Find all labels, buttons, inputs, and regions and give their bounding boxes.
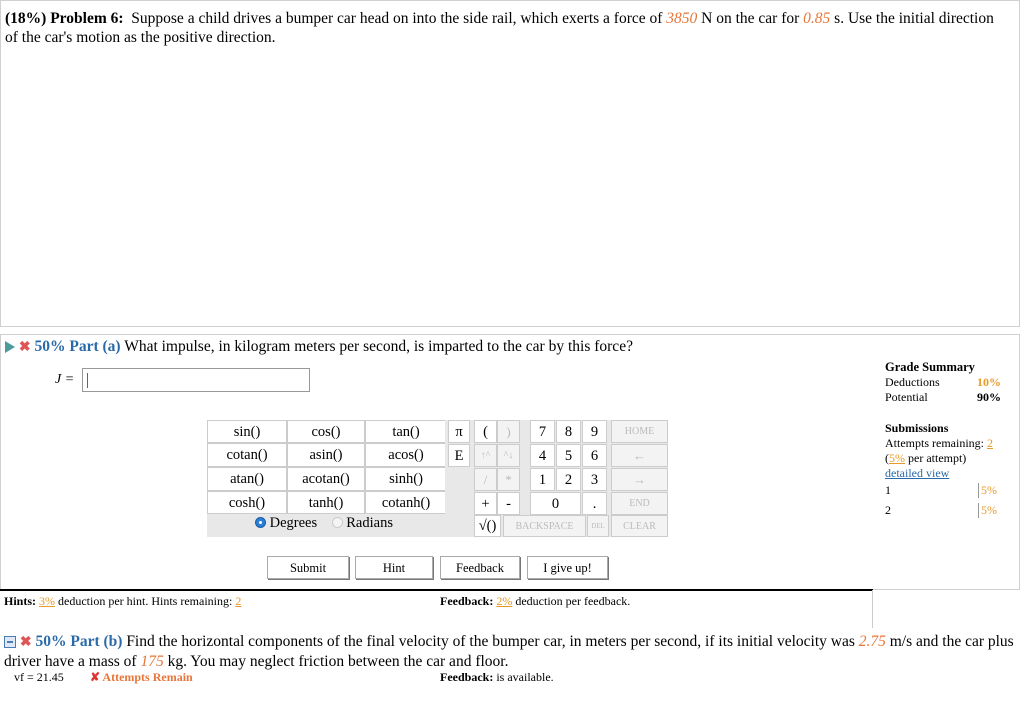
key-7[interactable]: 7 <box>530 420 555 443</box>
key-4[interactable]: 4 <box>530 444 555 467</box>
velocity-value: 2.75 <box>858 633 886 650</box>
multiply-button[interactable]: * <box>497 468 520 491</box>
part-a-header <box>5 338 633 356</box>
grade-summary: Grade Summary Deductions 10% Potential 90% Submissions Attempts remaining: 2 (5% per attempt) detailed view 1 5% 2 5% <box>885 360 1005 519</box>
part-b-label: Part (b) <box>70 633 123 650</box>
problem-label: Problem 6: <box>50 10 124 27</box>
plus-button[interactable]: + <box>474 492 497 515</box>
text-caret <box>87 373 88 388</box>
delete-button[interactable]: DEL <box>587 515 609 537</box>
e-button[interactable]: E <box>448 444 470 467</box>
incorrect-icon: ✖ <box>19 635 32 650</box>
key-8[interactable]: 8 <box>556 420 581 443</box>
decimal-button[interactable]: . <box>582 492 607 515</box>
numeric-keypad <box>445 420 668 537</box>
submission-pct: 5% <box>978 503 997 518</box>
attempts-remain-text: Attempts Remain <box>102 670 193 684</box>
problem-text-1: Suppose a child drives a bumper car head on into the side rail, which exerts a force of <box>131 10 663 27</box>
tan-button[interactable]: tan() <box>365 420 447 443</box>
clear-button[interactable]: CLEAR <box>611 515 668 537</box>
answer-label: J = <box>55 372 75 387</box>
part-a-label: Part (a) <box>69 338 121 355</box>
acotan-button[interactable]: acotan() <box>287 467 365 491</box>
mass-value: 175 <box>140 653 164 670</box>
hints-label: Hints: <box>4 594 37 608</box>
asin-button[interactable]: asin() <box>287 443 365 467</box>
part-b-header <box>4 632 1014 671</box>
key-3[interactable]: 3 <box>582 468 607 491</box>
part-a-percent: 50% <box>34 338 66 355</box>
deductions-label: Deductions <box>885 375 940 389</box>
key-1[interactable]: 1 <box>530 468 555 491</box>
feedback-info <box>440 594 630 609</box>
sinh-button[interactable]: sinh() <box>365 467 447 491</box>
potential-value: 90% <box>977 390 1001 404</box>
cos-button[interactable]: cos() <box>287 420 365 443</box>
tanh-button[interactable]: tanh() <box>287 491 365 514</box>
close-paren-button[interactable]: ) <box>497 420 520 443</box>
feedback-text: deduction per feedback. <box>515 594 631 608</box>
sqrt-button[interactable]: √() <box>474 515 501 537</box>
divide-button[interactable]: / <box>474 468 497 491</box>
degrees-label: Degrees <box>269 515 318 531</box>
force-value: 3850 <box>666 10 698 27</box>
atan-button[interactable]: atan() <box>207 467 287 491</box>
superscript-down-button[interactable]: ^↓ <box>497 444 520 467</box>
acos-button[interactable]: acos() <box>365 443 447 467</box>
part-b-feedback-label: Feedback: <box>440 670 494 684</box>
feedback-pct: 2% <box>496 594 513 608</box>
divider <box>0 589 873 591</box>
detailed-view-link[interactable]: detailed view <box>885 466 950 480</box>
problem-text-3: s. Use the initial direction of the car's motion as the positive direction. <box>5 10 994 46</box>
per-attempt-text: per attempt) <box>908 451 967 465</box>
hints-text: deduction per hint. Hints remaining: <box>58 594 233 608</box>
part-b-feedback-text: is available. <box>496 670 554 684</box>
hints-info <box>4 594 241 609</box>
part-b-question-1: Find the horizontal components of the final velocity of the bumper car, in meters per second, if its initial velocity was <box>126 633 855 650</box>
submission-pct: 5% <box>978 483 997 498</box>
incorrect-icon: ✖ <box>18 340 31 355</box>
hints-remaining: 2 <box>235 594 242 608</box>
radians-label: Radians <box>346 515 393 531</box>
answer-input[interactable] <box>82 368 310 392</box>
cursor-left-button[interactable]: ← <box>611 444 668 467</box>
hint-button[interactable]: Hint <box>355 556 433 579</box>
radians-radio[interactable] <box>332 517 343 528</box>
home-button[interactable]: HOME <box>611 420 668 443</box>
submissions-title: Submissions <box>885 421 949 435</box>
attempts-label: Attempts remaining: <box>885 436 984 450</box>
grade-summary-title: Grade Summary <box>885 360 975 374</box>
sin-button[interactable]: sin() <box>207 420 287 443</box>
problem-statement <box>5 9 1005 47</box>
cotan-button[interactable]: cotan() <box>207 443 287 467</box>
problem-text-2: N on the car for <box>701 10 800 27</box>
submission-number: 2 <box>885 503 891 517</box>
end-button[interactable]: END <box>611 492 668 515</box>
key-5[interactable]: 5 <box>556 444 581 467</box>
key-2[interactable]: 2 <box>556 468 581 491</box>
superscript-up-button[interactable]: ↑^ <box>474 444 497 467</box>
pi-button[interactable]: π <box>448 420 470 443</box>
expand-triangle-icon[interactable] <box>5 341 15 353</box>
submission-row <box>885 503 1005 519</box>
degrees-radio[interactable] <box>255 517 266 528</box>
open-paren-button[interactable]: ( <box>474 420 497 443</box>
time-value: 0.85 <box>803 10 831 27</box>
per-attempt-pct: 5% <box>889 451 905 465</box>
cursor-right-button[interactable]: → <box>611 468 668 491</box>
part-b-question-3: kg. You may neglect friction between the car and floor. <box>167 653 509 670</box>
key-0[interactable]: 0 <box>530 492 581 515</box>
give-up-button[interactable]: I give up! <box>527 556 608 579</box>
part-b-percent: 50% <box>35 633 67 650</box>
key-9[interactable]: 9 <box>582 420 607 443</box>
backspace-button[interactable]: BACKSPACE <box>503 515 586 537</box>
cotanh-button[interactable]: cotanh() <box>365 491 447 514</box>
part-b-attempts <box>90 670 193 685</box>
key-6[interactable]: 6 <box>582 444 607 467</box>
feedback-button[interactable]: Feedback <box>440 556 520 579</box>
angle-mode-group <box>255 515 393 532</box>
problem-panel <box>0 0 1020 327</box>
hints-pct: 3% <box>39 594 56 608</box>
part-b-feedback <box>440 670 554 685</box>
submission-row <box>885 483 1005 499</box>
part-b-question-2: m/s and the car plus driver have a mass of <box>4 633 1014 670</box>
part-b-answer: vf = 21.45 <box>14 670 64 684</box>
minus-button[interactable]: - <box>497 492 520 515</box>
deductions-value: 10% <box>977 375 1001 389</box>
part-a-question: What impulse, in kilogram meters per second, is imparted to the car by this force? <box>124 338 633 355</box>
submission-number: 1 <box>885 483 891 497</box>
collapse-icon[interactable] <box>4 636 16 648</box>
divider <box>872 590 873 628</box>
function-keypad <box>207 420 447 537</box>
submit-button[interactable]: Submit <box>267 556 349 579</box>
attempts-value: 2 <box>986 436 993 450</box>
cosh-button[interactable]: cosh() <box>207 491 287 514</box>
x-icon: ✘ <box>90 670 101 684</box>
feedback-label: Feedback: <box>440 594 494 608</box>
problem-weight: (18%) <box>5 10 47 27</box>
potential-label: Potential <box>885 390 928 404</box>
